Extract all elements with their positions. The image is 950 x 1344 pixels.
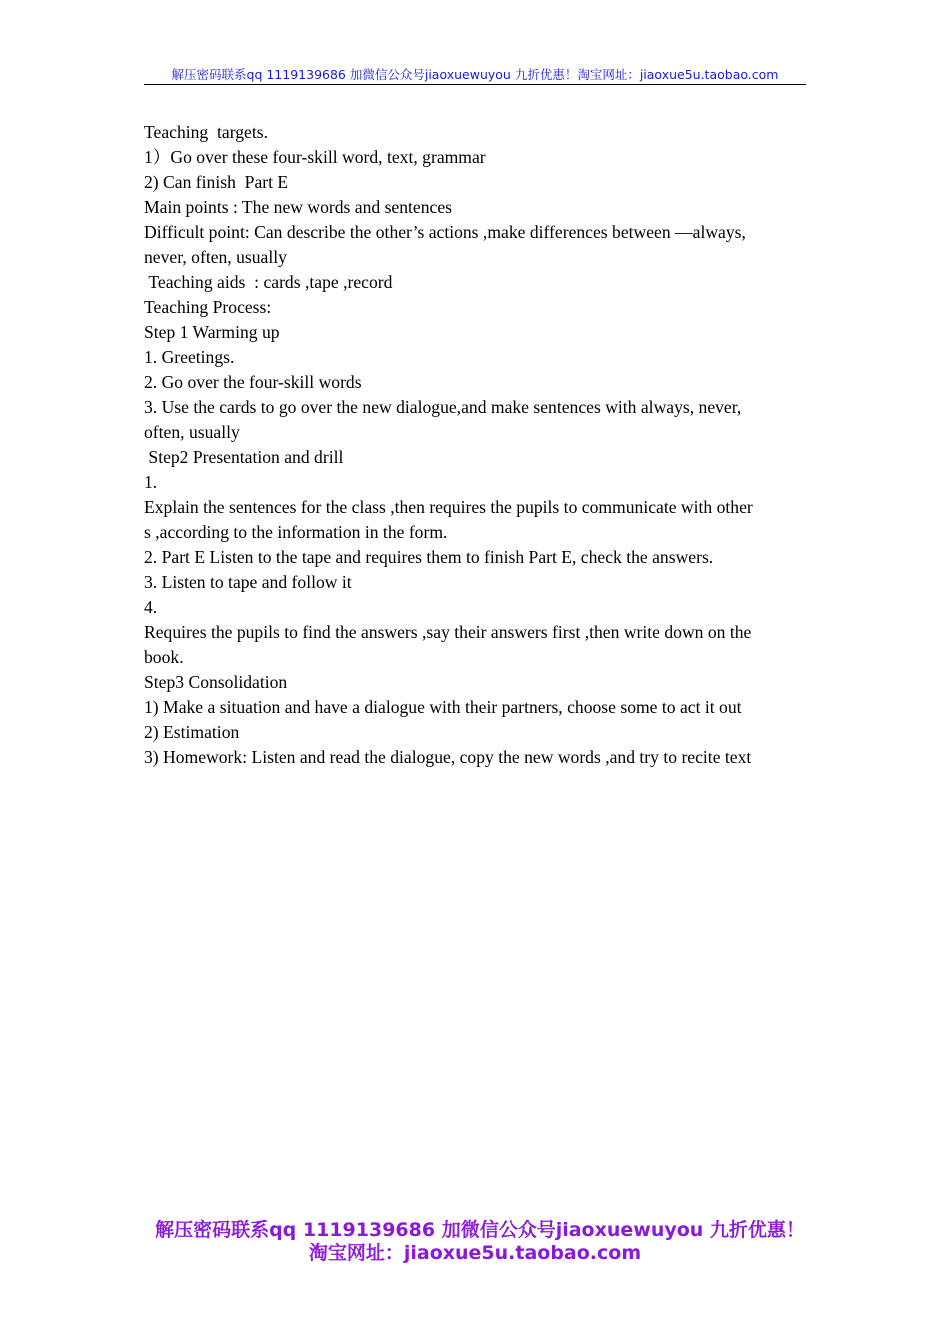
body-line: Step 1 Warming up <box>144 322 280 342</box>
body-line: s ,according to the information in the form. <box>144 522 448 542</box>
body-line: 4. <box>144 597 158 617</box>
page-header <box>144 66 806 85</box>
body-line: 1）Go over these four-skill word, text, grammar <box>144 147 486 167</box>
footer-line-2: 淘宝网址：jiaoxue5u.taobao.com <box>308 1242 642 1264</box>
body-line: Teaching aids : cards ,tape ,record <box>144 272 393 292</box>
body-line: 1) Make a situation and have a dialogue with their partners, choose some to act it out <box>144 697 742 717</box>
body-line: never, often, usually <box>144 247 287 267</box>
body-line: Teaching Process: <box>144 297 272 317</box>
body-line: Step3 Consolidation <box>144 672 288 692</box>
body-line: Difficult point: Can describe the other’s actions ,make differences between —always, <box>144 222 746 242</box>
body-line: Requires the pupils to find the answers ,say their answers first ,then write down on the <box>144 622 752 642</box>
body-line: book. <box>144 647 184 667</box>
body-line: Main points : The new words and sentences <box>144 197 452 217</box>
header-text: 解压密码联系qq 1119139686 加微信公众号jiaoxuewuyou 九折优惠！淘宝网址：jiaoxue5u.taobao.com <box>171 67 779 82</box>
body-line: 2. Go over the four-skill words <box>144 372 362 392</box>
body-line: 1. <box>144 472 158 492</box>
body-line: often, usually <box>144 422 240 442</box>
body-line: 3. Listen to tape and follow it <box>144 572 352 592</box>
document-body <box>144 120 810 770</box>
body-line: 2) Can finish Part E <box>144 172 289 192</box>
footer-line-1: 解压密码联系qq 1119139686 加微信公众号jiaoxuewuyou 九折优惠！ <box>155 1219 805 1241</box>
body-line: 2. Part E Listen to the tape and requires them to finish Part E, check the answers. <box>144 547 714 567</box>
page-footer <box>0 1219 950 1265</box>
body-line: 3. Use the cards to go over the new dialogue,and make sentences with always, never, <box>144 397 742 417</box>
body-line: 2) Estimation <box>144 722 240 742</box>
body-line: Step2 Presentation and drill <box>144 447 344 467</box>
body-line: Explain the sentences for the class ,then requires the pupils to communicate with other <box>144 497 753 517</box>
body-line: 3) Homework: Listen and read the dialogue, copy the new words ,and try to recite text <box>144 747 752 767</box>
body-line: Teaching targets. <box>144 122 268 142</box>
body-line: 1. Greetings. <box>144 347 235 367</box>
